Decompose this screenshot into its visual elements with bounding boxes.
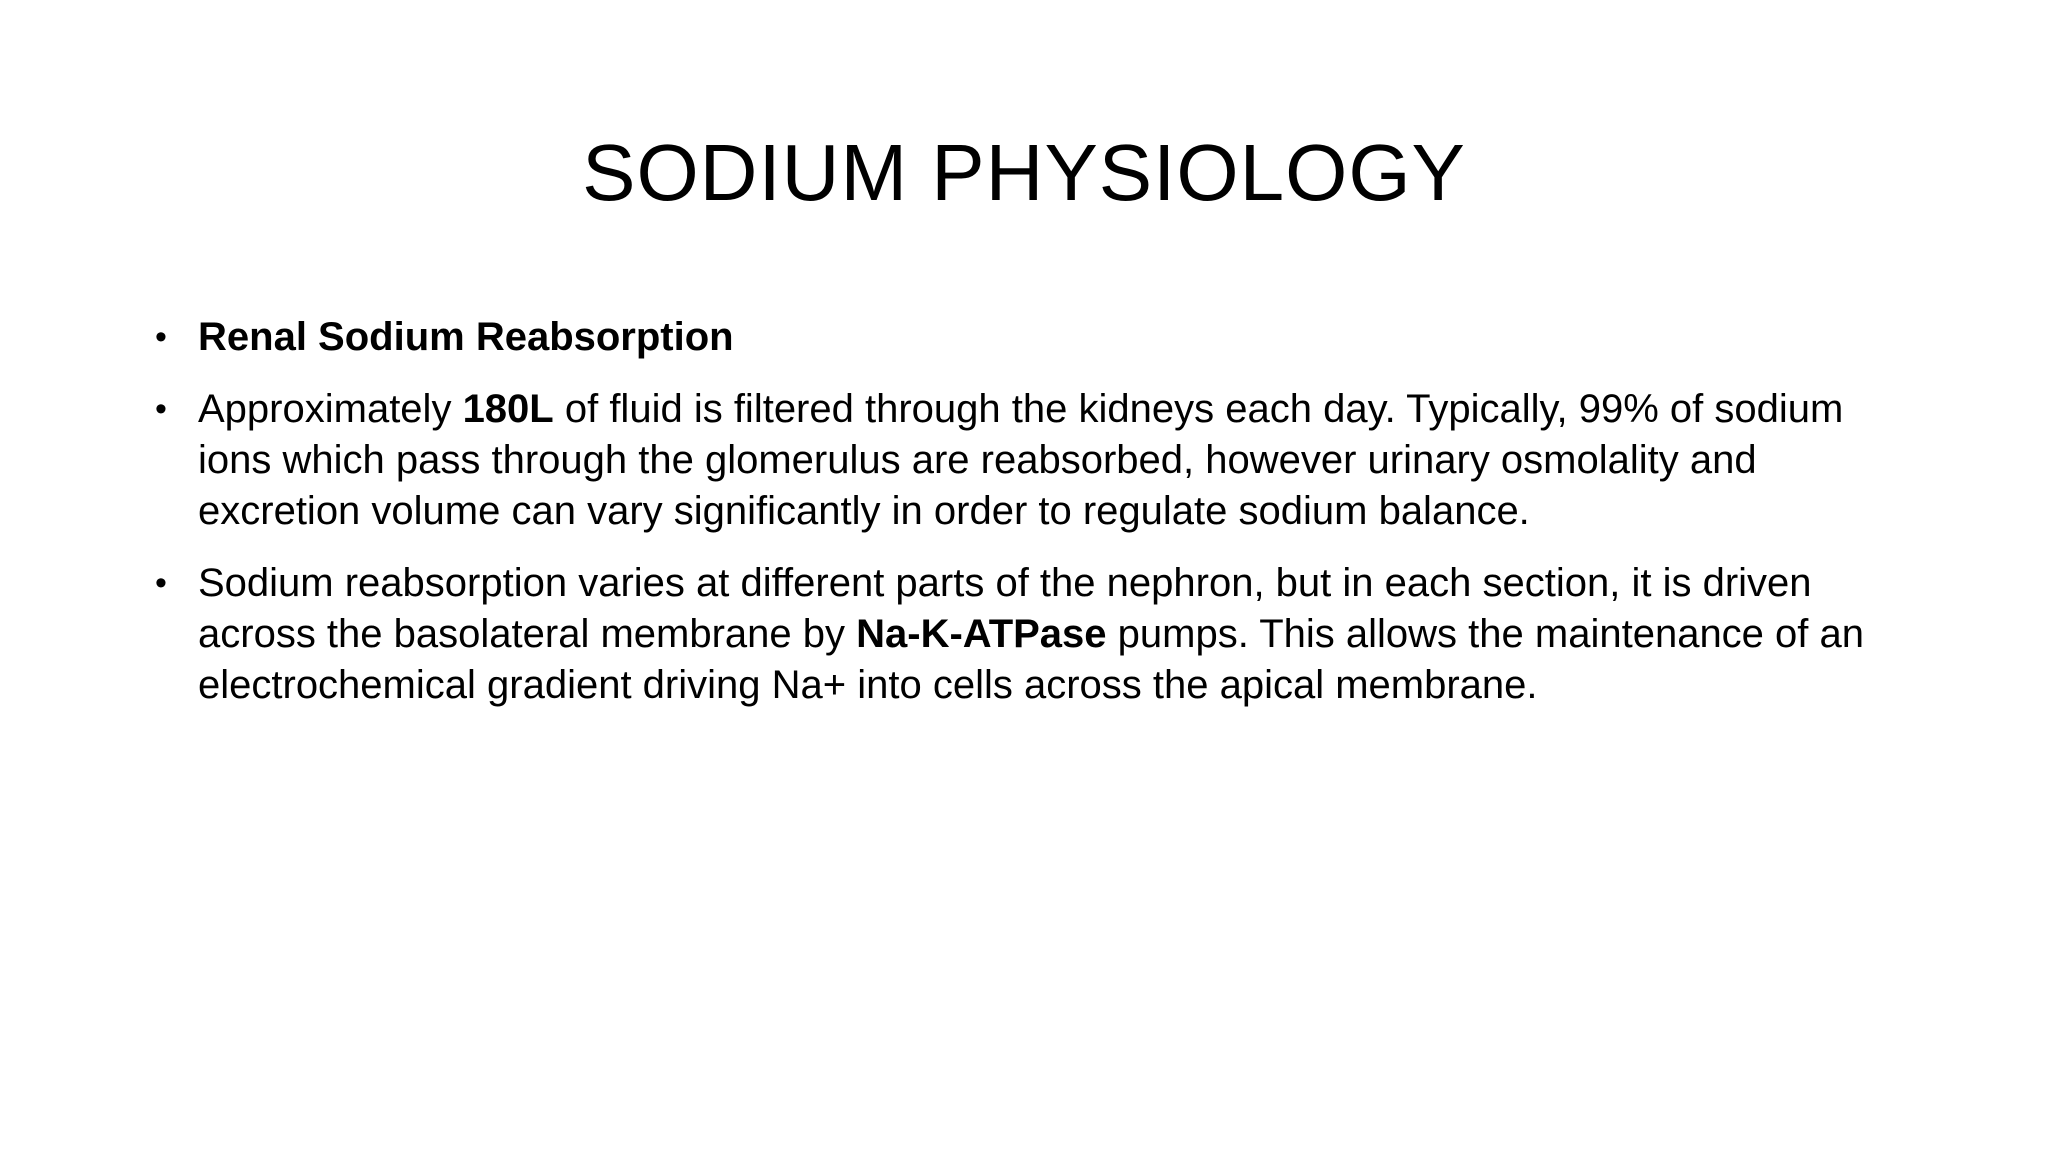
bullet-item-reabsorption: [155, 558, 1875, 711]
bullet-bold-text: Na-K-ATPase: [856, 612, 1107, 656]
bullet-dot-icon: •: [155, 318, 167, 356]
slide-title: SODIUM PHYSIOLOGY: [582, 128, 1466, 217]
bullet-list: [155, 312, 1875, 732]
bullet-text: Approximately: [198, 387, 463, 431]
bullet-heading: Renal Sodium Reabsorption: [198, 315, 734, 359]
bullet-bold-text: 180L: [462, 387, 554, 431]
bullet-dot-icon: •: [155, 564, 167, 602]
bullet-text: Sodium reabsorption varies at different parts of the nephron, but in each section, it is driven across the basolateral membrane by: [198, 561, 1812, 656]
bullet-text: of fluid is filtered through the kidneys each day. Typically, 99% of sodium ions which pass through the glomerulus are reabsorbed, however urinary osmolality and excretion volume can vary significantly in order to regulate sodium balance.: [198, 387, 1844, 533]
bullet-item-filtration: [155, 384, 1875, 537]
bullet-text: pumps. This allows the maintenance of an electrochemical gradient driving Na+ into cells across the apical membrane.: [198, 612, 1865, 707]
bullet-item-renal-heading: [155, 312, 1875, 363]
bullet-dot-icon: •: [155, 390, 167, 428]
